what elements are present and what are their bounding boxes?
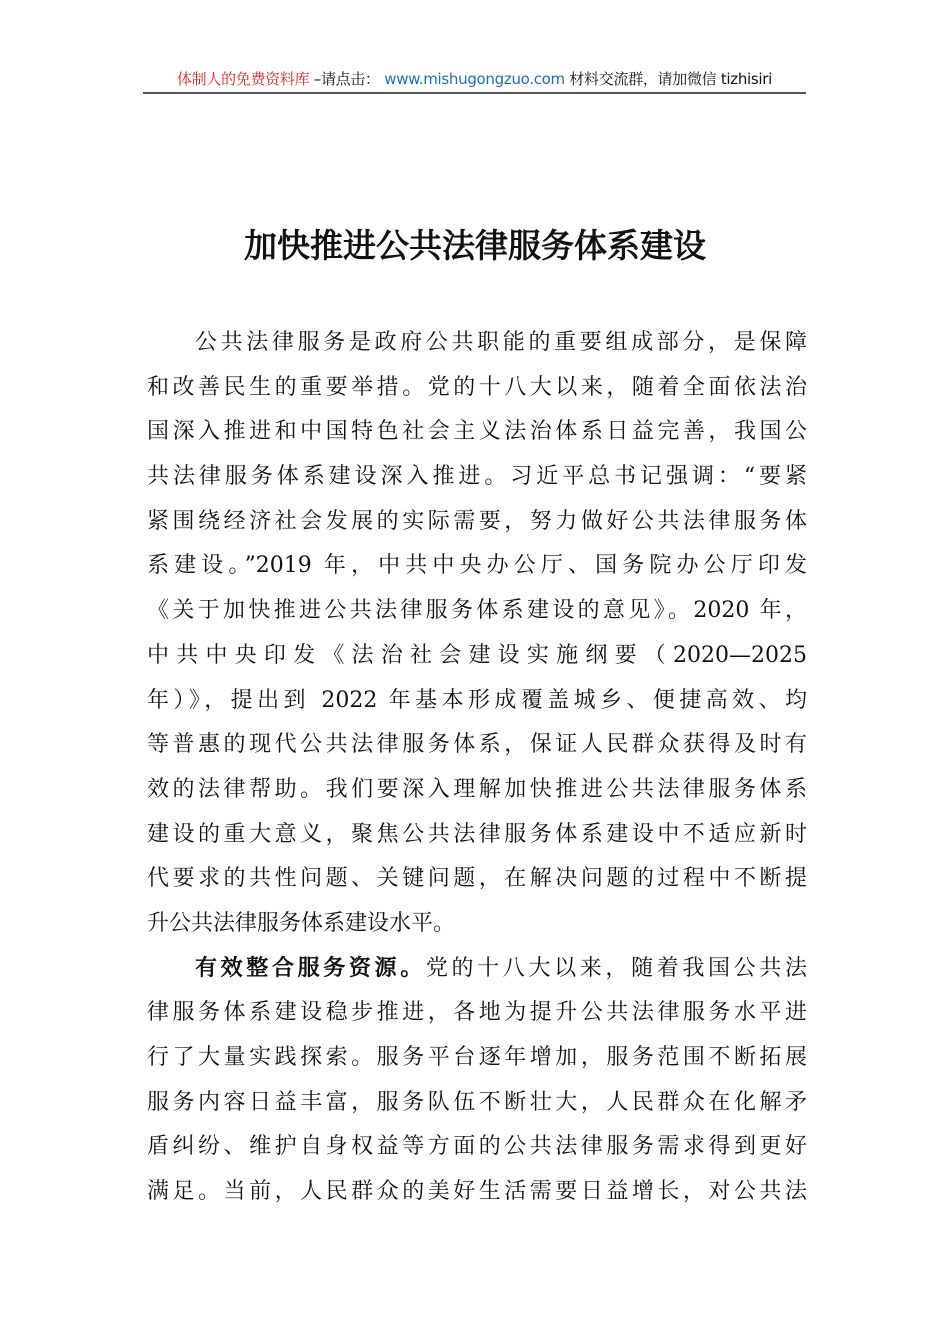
paragraph-line: 效的法律帮助。我们要深入理解加快推进公共法律服务体系 xyxy=(147,776,807,802)
paragraph-line: 盾纠纷、维护自身权益等方面的公共法律服务需求得到更好 xyxy=(147,1134,807,1160)
paragraph-line: 代要求的共性问题、关键问题，在解决问题的过程中不断提 xyxy=(147,866,807,892)
header-link[interactable]: www.mishugongzuo.com xyxy=(384,70,565,88)
paragraph-line: 《关于加快推进公共法律服务体系建设的意见》。2020 年， xyxy=(147,598,807,624)
paragraph-line: 系建设。”2019 年，中共中央办公厅、国务院办公厅印发 xyxy=(147,553,807,579)
paragraph-line: 国深入推进和中国特色社会主义法治体系日益完善，我国公 xyxy=(147,419,807,445)
paragraph-line: 年）》，提出到 2022 年基本形成覆盖城乡、便捷高效、均 xyxy=(147,687,807,713)
paragraph-line: 紧围绕经济社会发展的实际需要，努力做好公共法律服务体 xyxy=(147,508,807,534)
paragraph-line: 服务内容日益丰富，服务队伍不断壮大，人民群众在化解矛 xyxy=(147,1089,807,1115)
header-brand: 体制人的免费资料库 xyxy=(176,70,310,88)
paragraph-line: 等普惠的现代公共法律服务体系，保证人民群众获得及时有 xyxy=(147,732,807,758)
paragraph-line: 满足。当前，人民群众的美好生活需要日益增长，对公共法 xyxy=(147,1179,807,1205)
header-suffix: 材料交流群，请加微信 tizhisiri xyxy=(569,70,773,88)
paragraph-line: 和改善民生的重要举措。党的十八大以来，随着全面依法治 xyxy=(147,374,807,400)
paragraph-line: 行了大量实践探索。服务平台逐年增加，服务范围不断拓展 xyxy=(147,1045,807,1070)
paragraph-text: 党的十八大以来，随着我国公共法 xyxy=(425,955,807,981)
paragraph-line: 中共中央印发《法治社会建设实施纲要（2020—2025 xyxy=(147,642,807,668)
page-header xyxy=(143,68,806,94)
paragraph-line: 建设的重大意义，聚焦公共法律服务体系建设中不适应新时 xyxy=(147,821,807,847)
paragraph-line xyxy=(147,952,807,997)
document-title: 加快推进公共法律服务体系建设 xyxy=(244,226,706,265)
paragraph-line: 律服务体系建设稳步推进，各地为提升公共法律服务水平进 xyxy=(147,1000,807,1026)
header-prompt: –请点击： xyxy=(313,70,380,88)
document-body xyxy=(147,326,807,1220)
paragraph-line: 升公共法律服务体系建设水平。 xyxy=(147,910,456,936)
paragraph-lead: 有效整合服务资源。 xyxy=(195,955,426,981)
paragraph-line: 公共法律服务是政府公共职能的重要组成部分，是保障 xyxy=(195,330,807,355)
paragraph-line: 共法律服务体系建设深入推进。习近平总书记强调：“要紧 xyxy=(147,464,807,490)
